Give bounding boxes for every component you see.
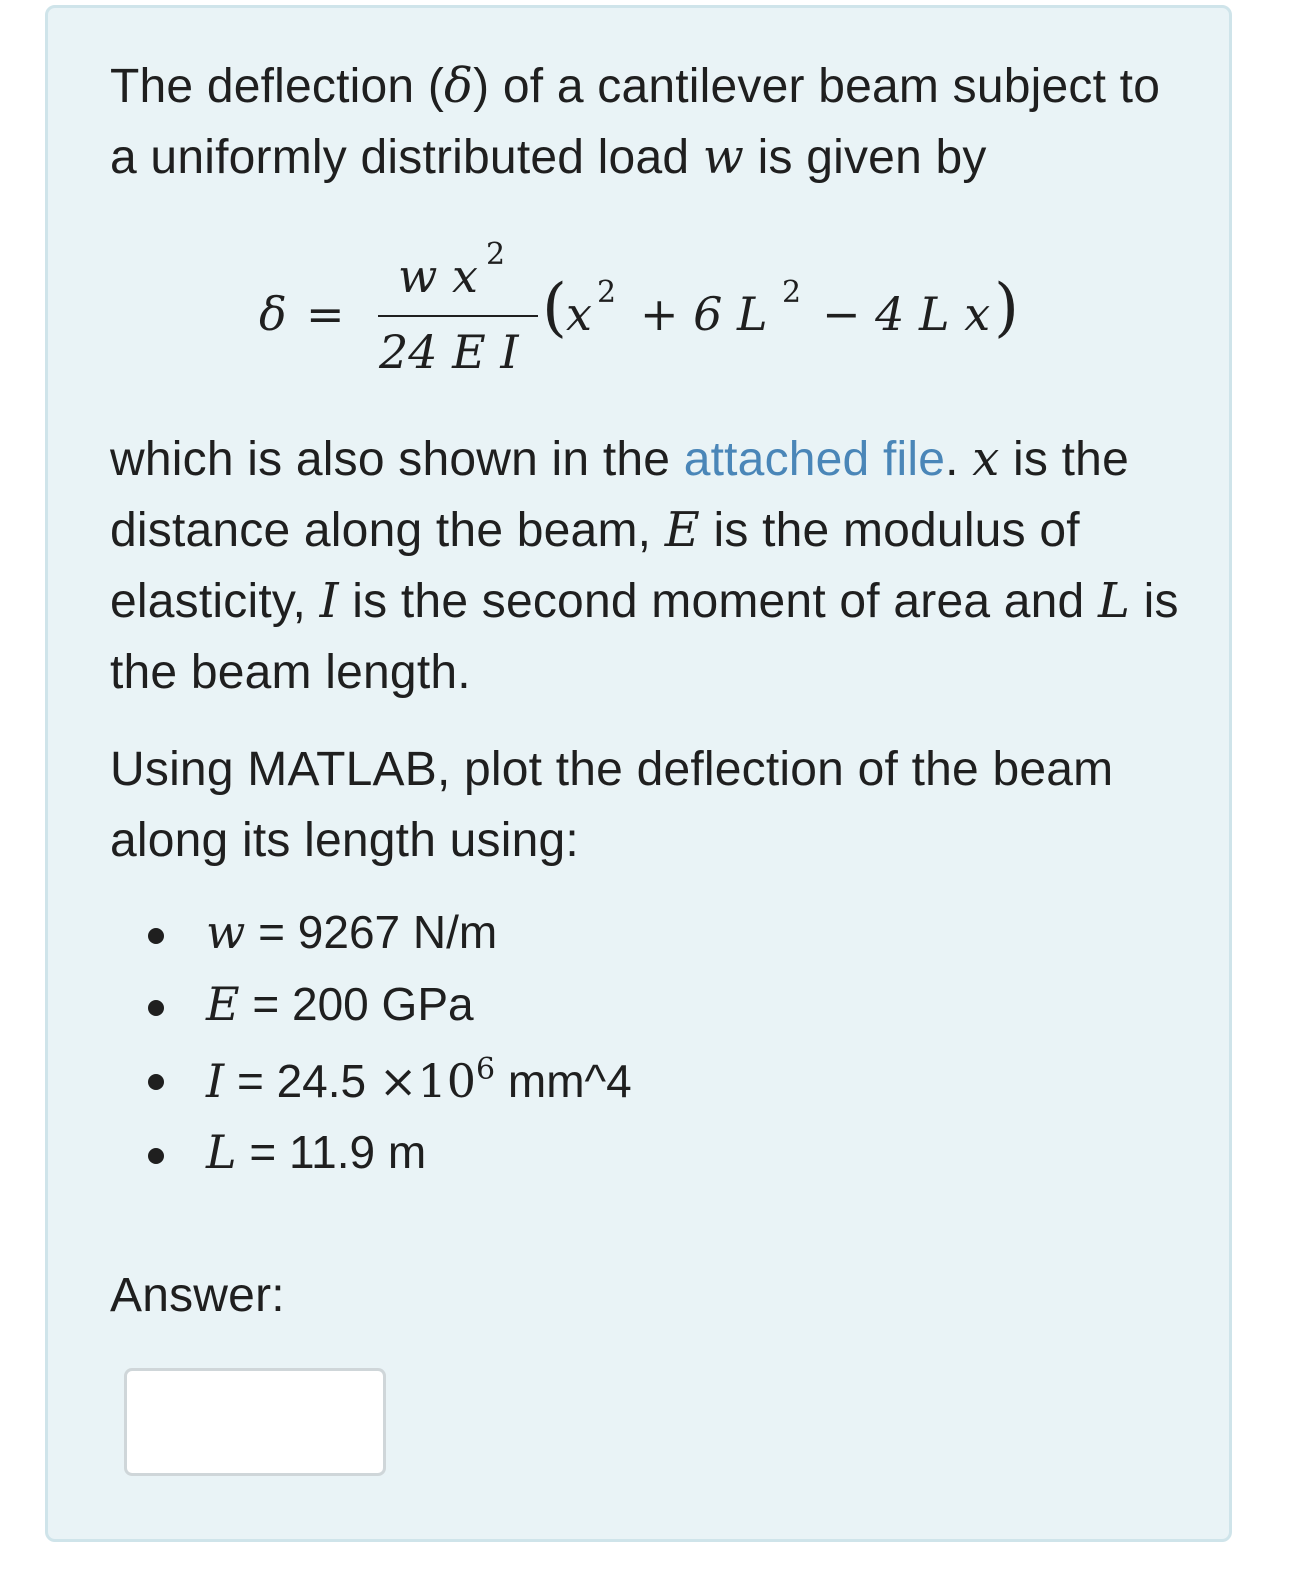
intro-part-1: The deflection ( <box>110 60 445 113</box>
desc-part-2: . <box>945 433 973 486</box>
bullet-icon <box>148 1148 164 1164</box>
param-I: $I = 24.5 \times 10^6$ mm^4 <box>206 1052 632 1108</box>
formula-numerator: w x <box>398 249 478 303</box>
param-L: L = 11.9 m <box>206 1125 427 1179</box>
bullet-icon <box>148 1074 164 1090</box>
formula-equals: = <box>306 287 345 341</box>
E-symbol: E <box>664 502 700 558</box>
answer-label: Answer: <box>110 1269 285 1322</box>
deflection-formula <box>48 8 1235 408</box>
formula-x-exponent: 2 <box>597 275 617 310</box>
fraction-bar <box>378 315 538 317</box>
formula-paren-open: ( <box>542 271 567 345</box>
question-card <box>45 5 1232 1542</box>
description-text <box>110 424 1200 708</box>
bullet-icon <box>148 1000 164 1016</box>
formula-minus-term: − 4 L x <box>822 287 991 341</box>
delta-symbol: δ <box>444 58 474 114</box>
desc-part-3: is the distance along the beam, <box>110 433 1129 557</box>
formula-x: x <box>566 287 592 341</box>
formula-L-exponent: 2 <box>782 275 802 310</box>
desc-part-6: is the beam length. <box>110 575 1179 699</box>
formula-lhs: δ <box>259 287 287 341</box>
formula-denominator: 24 E I <box>379 325 519 379</box>
bullet-icon <box>148 928 164 944</box>
answer-input[interactable] <box>124 1368 386 1476</box>
param-E: E = 200 GPa <box>206 977 474 1031</box>
intro-part-3: is given by <box>744 131 987 184</box>
desc-part-5: is the second moment of area and <box>338 575 1098 628</box>
instruction-text: Using MATLAB, plot the deflection of the beam along its length using: <box>110 743 1114 867</box>
attached-file-link[interactable]: attached file <box>683 433 946 486</box>
param-w: w = 9267 N/m <box>206 905 498 959</box>
desc-part-1: which is also shown in the <box>110 433 684 486</box>
desc-part-4: is the modulus of elasticity, <box>110 504 1080 628</box>
formula-paren-close: ) <box>994 271 1019 345</box>
L-symbol: L <box>1098 573 1131 629</box>
x-symbol: x <box>972 431 1000 487</box>
I-symbol: I <box>319 573 339 629</box>
load-symbol: w <box>702 129 745 185</box>
intro-part-2: ) of a cantilever beam subject to a uniformly distributed load <box>110 60 1161 184</box>
formula-plus-term: + 6 L <box>640 287 768 341</box>
formula-numerator-exponent: 2 <box>486 237 506 272</box>
